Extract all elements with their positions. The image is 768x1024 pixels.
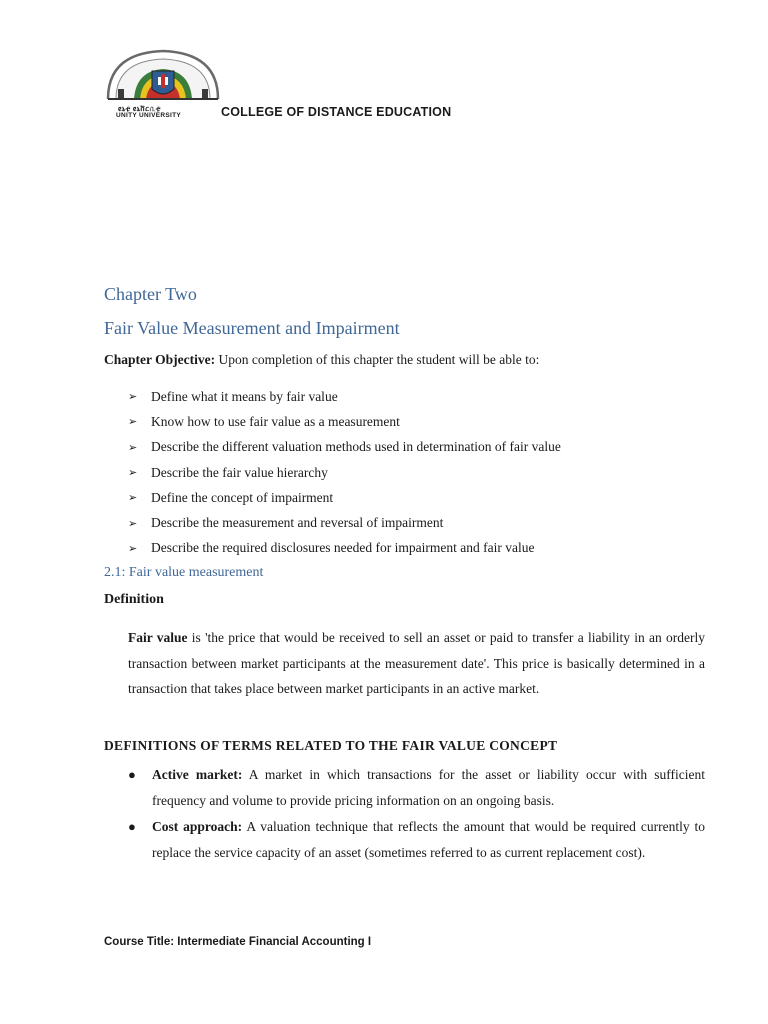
term-label: Active market: bbox=[152, 767, 243, 782]
college-name: COLLEGE OF DISTANCE EDUCATION bbox=[221, 105, 452, 119]
fair-value-paragraph bbox=[128, 625, 705, 702]
list-item: ➢ Define what it means by fair value bbox=[128, 388, 338, 404]
objective-label: Chapter Objective: bbox=[104, 352, 216, 367]
chapter-objective bbox=[104, 352, 539, 368]
list-item bbox=[128, 762, 705, 813]
objective-text: Upon completion of this chapter the student will be able to: bbox=[215, 352, 540, 367]
term-definition: A market in which transactions for the asset or liability occur with sufficient frequency and volume to provide pricing information on an ongoing basis. bbox=[152, 767, 705, 808]
bullet-icon: ● bbox=[128, 767, 136, 782]
arrow-bullet-icon: ➢ bbox=[128, 517, 138, 530]
list-item: ➢ Define the concept of impairment bbox=[128, 489, 334, 505]
arrow-bullet-icon: ➢ bbox=[128, 492, 138, 505]
list-item: ➢ Describe the required disclosures needed for impairment and fair value bbox=[128, 540, 535, 556]
course-title-footer: Course Title: Intermediate Financial Accounting I bbox=[104, 936, 372, 948]
terms-heading: DEFINITIONS OF TERMS RELATED TO THE FAIR VALUE CONCEPT bbox=[104, 738, 558, 753]
chapter-label: Chapter Two bbox=[104, 284, 197, 304]
university-logo bbox=[104, 47, 222, 122]
objectives-list bbox=[128, 384, 561, 561]
fair-value-definition: is 'the price that would be received to sell an asset or paid to transfer a liability in an orderly transaction between market participants at the measurement date'. This price is basically determined in a transaction that takes place between market participants in an active market. bbox=[128, 630, 705, 696]
terms-list bbox=[128, 762, 705, 866]
term-label: Cost approach: bbox=[152, 819, 243, 834]
chapter-title: Fair Value Measurement and Impairment bbox=[104, 318, 400, 338]
list-item: ➢ Describe the measurement and reversal of impairment bbox=[128, 515, 444, 531]
list-item: ➢ Describe the fair value hierarchy bbox=[128, 464, 328, 480]
list-item: ➢ Describe the different valuation methods used in determination of fair value bbox=[128, 439, 561, 455]
arrow-bullet-icon: ➢ bbox=[128, 467, 138, 480]
bullet-icon: ● bbox=[128, 819, 136, 834]
section-heading: 2.1: Fair value measurement bbox=[104, 565, 264, 580]
term-definition: A valuation technique that reflects the amount that would be required currently to replace the service capacity of an asset (sometimes referred to as current replacement cost). bbox=[152, 819, 705, 860]
list-item bbox=[128, 814, 705, 865]
university-emblem-icon bbox=[104, 47, 222, 107]
arrow-bullet-icon: ➢ bbox=[128, 416, 138, 429]
fair-value-term: Fair value bbox=[128, 630, 188, 645]
list-item: ➢ Know how to use fair value as a measurement bbox=[128, 413, 400, 429]
logo-english-text: UNITY UNIVERSITY bbox=[116, 112, 181, 119]
arrow-bullet-icon: ➢ bbox=[128, 441, 138, 454]
arrow-bullet-icon: ➢ bbox=[128, 391, 138, 404]
arrow-bullet-icon: ➢ bbox=[128, 542, 138, 555]
logo-amharic-text: ዩኒቲ ዩኒቨርሲቲ bbox=[118, 105, 161, 113]
definition-heading: Definition bbox=[104, 592, 164, 607]
